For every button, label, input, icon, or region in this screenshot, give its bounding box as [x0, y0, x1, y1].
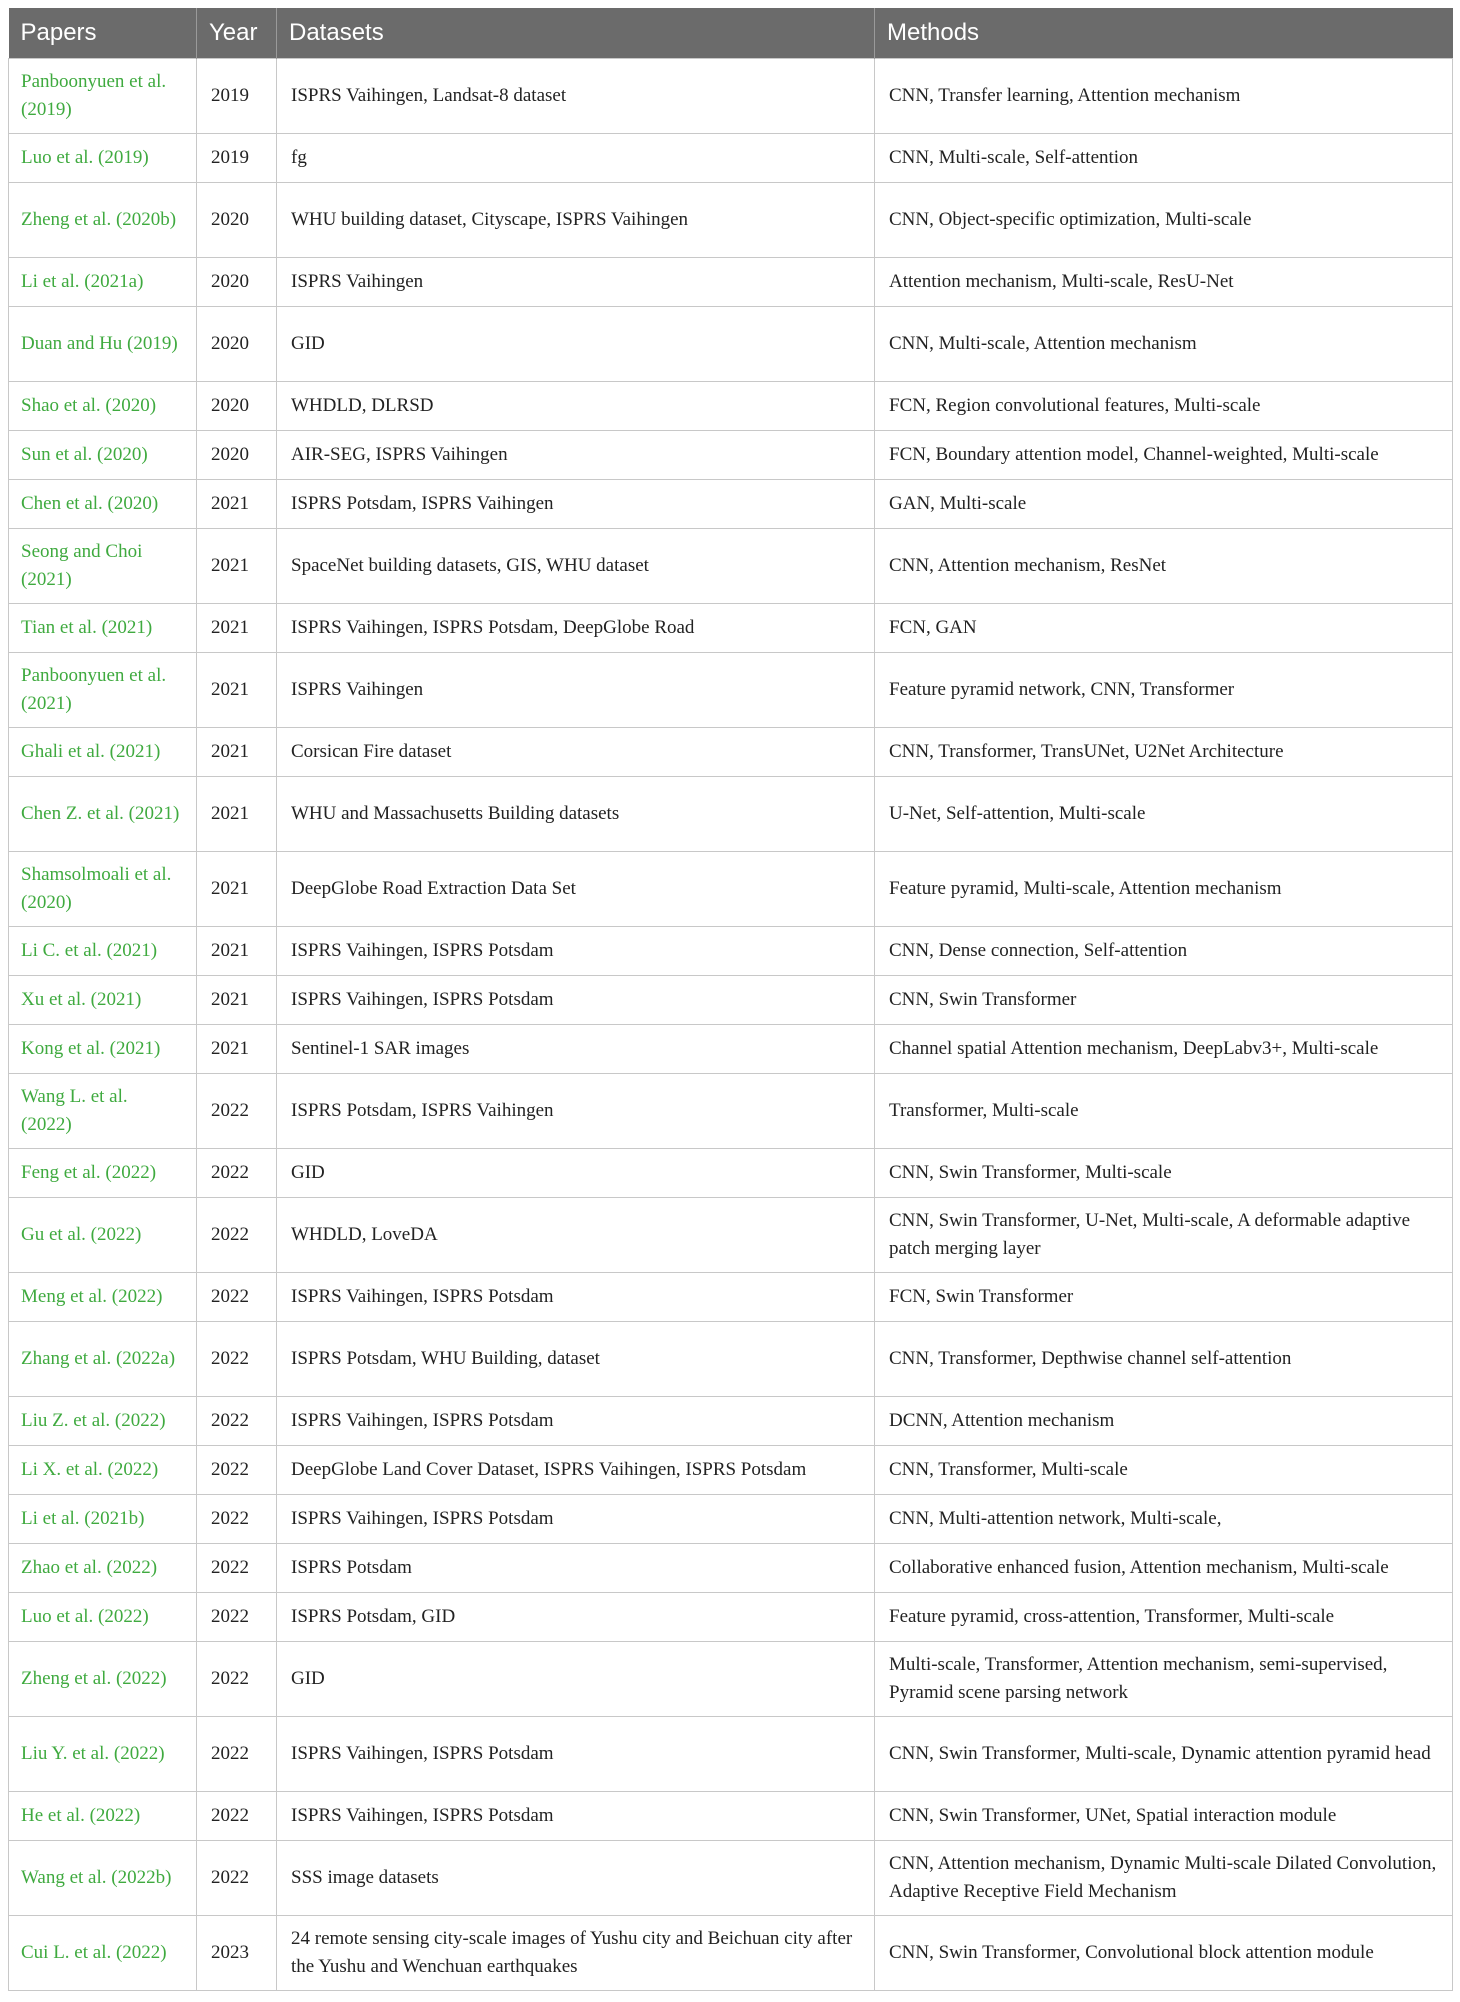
year-cell: 2022: [197, 1397, 277, 1446]
datasets-cell: ISPRS Vaihingen, ISPRS Potsdam: [277, 1495, 875, 1544]
year-cell: 2022: [197, 1717, 277, 1792]
table-row: [9, 976, 1453, 1025]
methods-cell: Feature pyramid, Multi-scale, Attention mechanism: [875, 852, 1453, 927]
paper-cell: Feng et al. (2022): [9, 1149, 197, 1198]
datasets-cell: WHU and Massachusetts Building datasets: [277, 777, 875, 852]
methods-cell: FCN, Region convolutional features, Multi-scale: [875, 382, 1453, 431]
datasets-cell: Sentinel-1 SAR images: [277, 1025, 875, 1074]
methods-cell: Feature pyramid, cross-attention, Transformer, Multi-scale: [875, 1593, 1453, 1642]
datasets-cell: GID: [277, 307, 875, 382]
datasets-cell: ISPRS Potsdam: [277, 1544, 875, 1593]
paper-cell: Li et al. (2021b): [9, 1495, 197, 1544]
datasets-cell: WHDLD, LoveDA: [277, 1198, 875, 1273]
methods-cell: FCN, Swin Transformer: [875, 1273, 1453, 1322]
paper-cell: Xu et al. (2021): [9, 976, 197, 1025]
table-row: [9, 1544, 1453, 1593]
methods-cell: Channel spatial Attention mechanism, DeepLabv3+, Multi-scale: [875, 1025, 1453, 1074]
datasets-cell: WHU building dataset, Cityscape, ISPRS Vaihingen: [277, 183, 875, 258]
methods-cell: Transformer, Multi-scale: [875, 1074, 1453, 1149]
paper-cell: Chen et al. (2020): [9, 480, 197, 529]
year-cell: 2022: [197, 1642, 277, 1717]
datasets-cell: WHDLD, DLRSD: [277, 382, 875, 431]
paper-cell: Kong et al. (2021): [9, 1025, 197, 1074]
paper-cell: He et al. (2022): [9, 1792, 197, 1841]
datasets-cell: ISPRS Vaihingen, ISPRS Potsdam: [277, 976, 875, 1025]
paper-cell: Seong and Choi (2021): [9, 529, 197, 604]
paper-cell: Chen Z. et al. (2021): [9, 777, 197, 852]
table-row: [9, 604, 1453, 653]
year-cell: 2022: [197, 1074, 277, 1149]
methods-cell: CNN, Swin Transformer, Multi-scale: [875, 1149, 1453, 1198]
paper-cell: Li et al. (2021a): [9, 258, 197, 307]
methods-cell: U-Net, Self-attention, Multi-scale: [875, 777, 1453, 852]
paper-cell: Shao et al. (2020): [9, 382, 197, 431]
papers-table: [8, 8, 1453, 1991]
paper-cell: Luo et al. (2022): [9, 1593, 197, 1642]
table-body: [9, 59, 1453, 1991]
methods-cell: FCN, Boundary attention model, Channel-weighted, Multi-scale: [875, 431, 1453, 480]
methods-cell: CNN, Swin Transformer, UNet, Spatial interaction module: [875, 1792, 1453, 1841]
methods-cell: DCNN, Attention mechanism: [875, 1397, 1453, 1446]
methods-cell: CNN, Transfer learning, Attention mechanism: [875, 59, 1453, 134]
year-cell: 2021: [197, 728, 277, 777]
paper-cell: Liu Z. et al. (2022): [9, 1397, 197, 1446]
year-cell: 2022: [197, 1593, 277, 1642]
year-cell: 2022: [197, 1495, 277, 1544]
methods-cell: GAN, Multi-scale: [875, 480, 1453, 529]
table-row: [9, 927, 1453, 976]
table-row: [9, 1273, 1453, 1322]
year-cell: 2023: [197, 1916, 277, 1991]
table-row: [9, 183, 1453, 258]
methods-cell: FCN, GAN: [875, 604, 1453, 653]
methods-cell: CNN, Swin Transformer, Multi-scale, Dynamic attention pyramid head: [875, 1717, 1453, 1792]
datasets-cell: ISPRS Potsdam, ISPRS Vaihingen: [277, 1074, 875, 1149]
year-cell: 2020: [197, 431, 277, 480]
paper-cell: Luo et al. (2019): [9, 134, 197, 183]
table-row: [9, 1717, 1453, 1792]
paper-cell: Duan and Hu (2019): [9, 307, 197, 382]
year-cell: 2020: [197, 183, 277, 258]
table-row: [9, 653, 1453, 728]
datasets-cell: ISPRS Vaihingen, ISPRS Potsdam, DeepGlobe Road: [277, 604, 875, 653]
year-cell: 2021: [197, 480, 277, 529]
paper-cell: Sun et al. (2020): [9, 431, 197, 480]
methods-cell: CNN, Object-specific optimization, Multi-scale: [875, 183, 1453, 258]
header-papers: Papers: [9, 8, 197, 59]
methods-cell: CNN, Multi-attention network, Multi-scale,: [875, 1495, 1453, 1544]
methods-cell: CNN, Transformer, Multi-scale: [875, 1446, 1453, 1495]
paper-cell: Zheng et al. (2020b): [9, 183, 197, 258]
datasets-cell: DeepGlobe Land Cover Dataset, ISPRS Vaihingen, ISPRS Potsdam: [277, 1446, 875, 1495]
datasets-cell: ISPRS Vaihingen, Landsat-8 dataset: [277, 59, 875, 134]
table-header-row: [9, 8, 1453, 59]
datasets-cell: ISPRS Vaihingen, ISPRS Potsdam: [277, 1717, 875, 1792]
table-row: [9, 1642, 1453, 1717]
methods-cell: CNN, Attention mechanism, ResNet: [875, 529, 1453, 604]
year-cell: 2022: [197, 1198, 277, 1273]
year-cell: 2022: [197, 1841, 277, 1916]
year-cell: 2021: [197, 653, 277, 728]
datasets-cell: ISPRS Potsdam, WHU Building, dataset: [277, 1322, 875, 1397]
papers-table-container: [8, 8, 1452, 1991]
paper-cell: Wang L. et al. (2022): [9, 1074, 197, 1149]
year-cell: 2021: [197, 604, 277, 653]
table-row: [9, 307, 1453, 382]
table-row: [9, 1025, 1453, 1074]
datasets-cell: ISPRS Vaihingen, ISPRS Potsdam: [277, 1397, 875, 1446]
table-row: [9, 1792, 1453, 1841]
paper-cell: Gu et al. (2022): [9, 1198, 197, 1273]
methods-cell: CNN, Transformer, TransUNet, U2Net Architecture: [875, 728, 1453, 777]
datasets-cell: GID: [277, 1642, 875, 1717]
year-cell: 2022: [197, 1322, 277, 1397]
methods-cell: CNN, Attention mechanism, Dynamic Multi-scale Dilated Convolution, Adaptive Receptive Field Mechanism: [875, 1841, 1453, 1916]
year-cell: 2021: [197, 1025, 277, 1074]
year-cell: 2020: [197, 258, 277, 307]
paper-cell: Li C. et al. (2021): [9, 927, 197, 976]
header-datasets: Datasets: [277, 8, 875, 59]
table-row: [9, 1397, 1453, 1446]
paper-cell: Meng et al. (2022): [9, 1273, 197, 1322]
datasets-cell: SSS image datasets: [277, 1841, 875, 1916]
year-cell: 2021: [197, 927, 277, 976]
header-year: Year: [197, 8, 277, 59]
table-row: [9, 1322, 1453, 1397]
year-cell: 2019: [197, 59, 277, 134]
year-cell: 2022: [197, 1792, 277, 1841]
table-row: [9, 1916, 1453, 1991]
methods-cell: CNN, Swin Transformer, Convolutional block attention module: [875, 1916, 1453, 1991]
table-row: [9, 134, 1453, 183]
header-methods: Methods: [875, 8, 1453, 59]
table-row: [9, 1593, 1453, 1642]
methods-cell: Collaborative enhanced fusion, Attention mechanism, Multi-scale: [875, 1544, 1453, 1593]
paper-cell: Panboonyuen et al. (2019): [9, 59, 197, 134]
year-cell: 2020: [197, 382, 277, 431]
year-cell: 2021: [197, 852, 277, 927]
year-cell: 2022: [197, 1544, 277, 1593]
methods-cell: CNN, Multi-scale, Self-attention: [875, 134, 1453, 183]
table-row: [9, 258, 1453, 307]
datasets-cell: ISPRS Potsdam, ISPRS Vaihingen: [277, 480, 875, 529]
datasets-cell: ISPRS Vaihingen, ISPRS Potsdam: [277, 1273, 875, 1322]
table-row: [9, 529, 1453, 604]
table-row: [9, 1495, 1453, 1544]
methods-cell: Attention mechanism, Multi-scale, ResU-Net: [875, 258, 1453, 307]
table-row: [9, 852, 1453, 927]
table-row: [9, 777, 1453, 852]
paper-cell: Shamsolmoali et al. (2020): [9, 852, 197, 927]
paper-cell: Li X. et al. (2022): [9, 1446, 197, 1495]
datasets-cell: ISPRS Vaihingen, ISPRS Potsdam: [277, 927, 875, 976]
year-cell: 2021: [197, 777, 277, 852]
year-cell: 2020: [197, 307, 277, 382]
datasets-cell: 24 remote sensing city-scale images of Yushu city and Beichuan city after the Yushu and Wenchuan earthquakes: [277, 1916, 875, 1991]
datasets-cell: SpaceNet building datasets, GIS, WHU dataset: [277, 529, 875, 604]
paper-cell: Wang et al. (2022b): [9, 1841, 197, 1916]
year-cell: 2022: [197, 1149, 277, 1198]
table-row: [9, 1446, 1453, 1495]
methods-cell: CNN, Swin Transformer: [875, 976, 1453, 1025]
methods-cell: CNN, Transformer, Depthwise channel self-attention: [875, 1322, 1453, 1397]
datasets-cell: ISPRS Vaihingen: [277, 653, 875, 728]
datasets-cell: ISPRS Potsdam, GID: [277, 1593, 875, 1642]
table-row: [9, 382, 1453, 431]
methods-cell: CNN, Swin Transformer, U-Net, Multi-scale, A deformable adaptive patch merging layer: [875, 1198, 1453, 1273]
datasets-cell: GID: [277, 1149, 875, 1198]
methods-cell: CNN, Dense connection, Self-attention: [875, 927, 1453, 976]
paper-cell: Zheng et al. (2022): [9, 1642, 197, 1717]
methods-cell: CNN, Multi-scale, Attention mechanism: [875, 307, 1453, 382]
year-cell: 2022: [197, 1446, 277, 1495]
datasets-cell: ISPRS Vaihingen: [277, 258, 875, 307]
datasets-cell: Corsican Fire dataset: [277, 728, 875, 777]
datasets-cell: AIR-SEG, ISPRS Vaihingen: [277, 431, 875, 480]
year-cell: 2022: [197, 1273, 277, 1322]
table-row: [9, 1198, 1453, 1273]
table-row: [9, 1074, 1453, 1149]
table-row: [9, 480, 1453, 529]
paper-cell: Cui L. et al. (2022): [9, 1916, 197, 1991]
paper-cell: Zhao et al. (2022): [9, 1544, 197, 1593]
table-row: [9, 1149, 1453, 1198]
year-cell: 2019: [197, 134, 277, 183]
table-row: [9, 1841, 1453, 1916]
datasets-cell: fg: [277, 134, 875, 183]
paper-cell: Liu Y. et al. (2022): [9, 1717, 197, 1792]
year-cell: 2021: [197, 529, 277, 604]
table-row: [9, 728, 1453, 777]
datasets-cell: ISPRS Vaihingen, ISPRS Potsdam: [277, 1792, 875, 1841]
datasets-cell: DeepGlobe Road Extraction Data Set: [277, 852, 875, 927]
paper-cell: Panboonyuen et al. (2021): [9, 653, 197, 728]
year-cell: 2021: [197, 976, 277, 1025]
paper-cell: Ghali et al. (2021): [9, 728, 197, 777]
paper-cell: Tian et al. (2021): [9, 604, 197, 653]
paper-cell: Zhang et al. (2022a): [9, 1322, 197, 1397]
table-row: [9, 431, 1453, 480]
methods-cell: Feature pyramid network, CNN, Transformer: [875, 653, 1453, 728]
table-row: [9, 59, 1453, 134]
methods-cell: Multi-scale, Transformer, Attention mechanism, semi-supervised, Pyramid scene parsing network: [875, 1642, 1453, 1717]
